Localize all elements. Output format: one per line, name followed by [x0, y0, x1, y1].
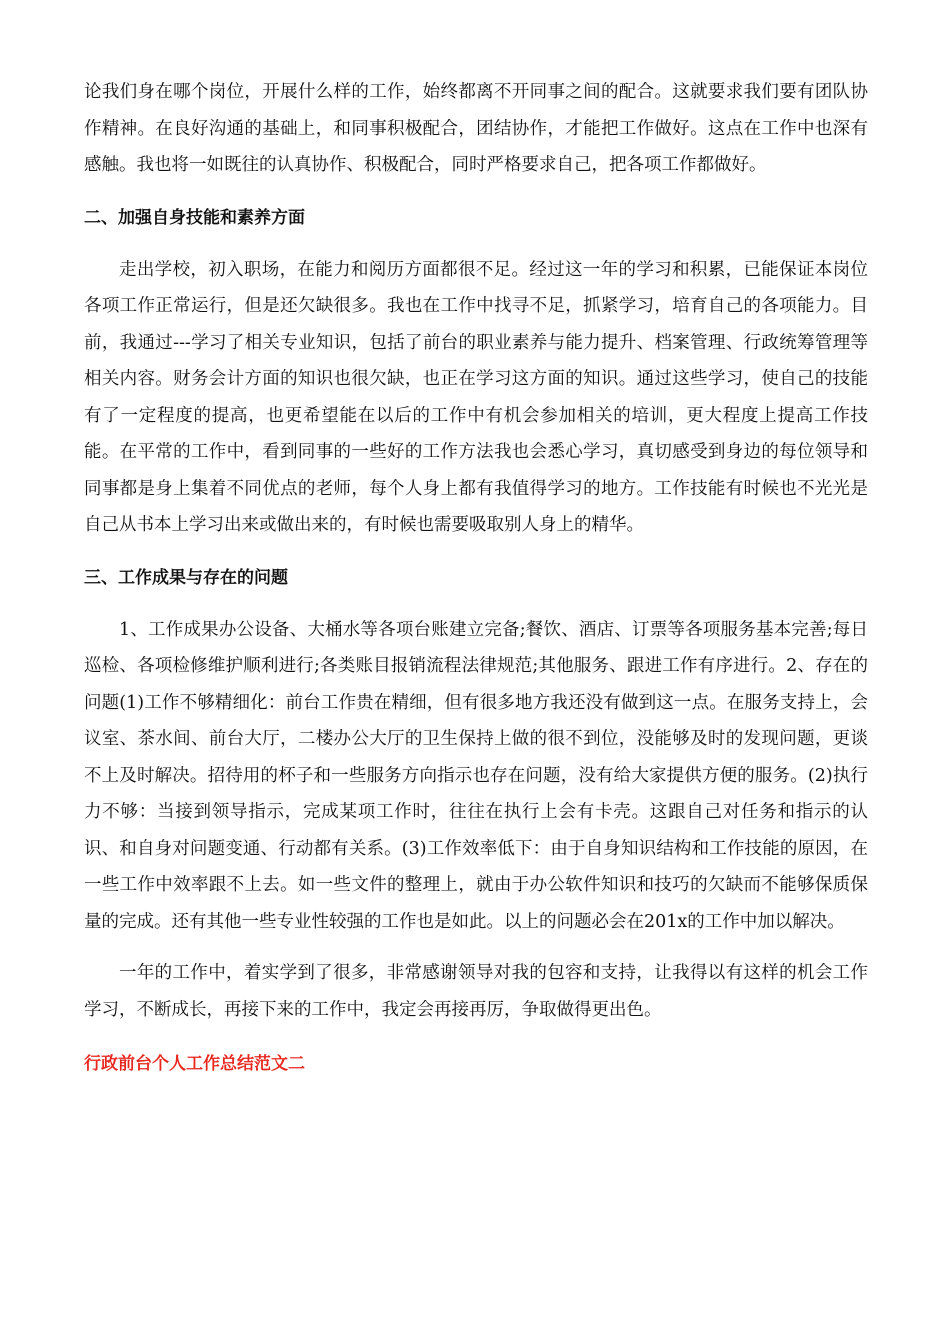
closing-paragraph: 一年的工作中，着实学到了很多，非常感谢领导对我的包容和支持，让我得以有这样的机会工作学习，不断成长，再接下来的工作中，我定会再接再厉，争取做得更出色。	[84, 963, 868, 1020]
section-paragraph-results: 1、工作成果办公设备、大桶水等各项台账建立完备;餐饮、酒店、订票等各项服务基本完善;每日巡检、各项检修维护顺利进行;各类账目报销流程法律规范;其他服务、跟进工作有序进行。2、存在的问题(1)工作不够精细化：前台工作贵在精细，但有很多地方我还没有做到这一点。在服务支持上，会议室、茶水间、前台大厅，二楼办公大厅的卫生保持上做的很不到位，没能够及时的发现问题，更谈不上及时解决。招待用的杯子和一些服务方向指示也存在问题，没有给大家提供方便的服务。(2)执行力不够：当接到领导指示，完成某项工作时，往往在执行上会有卡壳。这跟自己对任务和指示的认识、和自身对问题变通、行动都有关系。(3)工作效率低下：由于自身知识结构和工作技能的原因，在一些工作中效率跟不上去。如一些文件的整理上，就由于办公软件知识和技巧的欠缺而不能够保质保量的完成。还有其他一些专业性较强的工作也是如此。以上的问题必会在201x的工作中加以解决。	[84, 619, 868, 932]
section-heading-skills: 二、加强自身技能和素养方面	[84, 207, 305, 228]
intro-paragraph: 论我们身在哪个岗位，开展什么样的工作，始终都离不开同事之间的配合。这就要求我们要有团队协作精神。在良好沟通的基础上，和同事积极配合，团结协作，才能把工作做好。这点在工作中也深有感触。我也将一如既往的认真协作、积极配合，同时严格要求自己，把各项工作都做好。	[84, 82, 868, 175]
section-paragraph-skills: 走出学校，初入职场，在能力和阅历方面都很不足。经过这一年的学习和积累，已能保证本岗位各项工作正常运行，但是还欠缺很多。我也在工作中找寻不足，抓紧学习，培育自己的各项能力。目前，我通过---学习了相关专业知识，包括了前台的职业素养与能力提升、档案管理、行政统筹管理等相关内容。财务会计方面的知识也很欠缺，也正在学习这方面的知识。通过这些学习，使自己的技能有了一定程度的提高，也更希望能在以后的工作中有机会参加相关的培训，更大程度上提高工作技能。在平常的工作中，看到同事的一些好的工作方法我也会悉心学习，真切感受到身边的每位领导和同事都是身上集着不同优点的老师，每个人身上都有我值得学习的地方。工作技能有时候也不光光是自己从书本上学习出来或做出来的，有时候也需要吸取别人身上的精华。	[84, 259, 868, 535]
section-heading-results: 三、工作成果与存在的问题	[84, 567, 288, 588]
next-article-title: 行政前台个人工作总结范文二	[84, 1054, 305, 1074]
document-page	[84, 74, 868, 1082]
